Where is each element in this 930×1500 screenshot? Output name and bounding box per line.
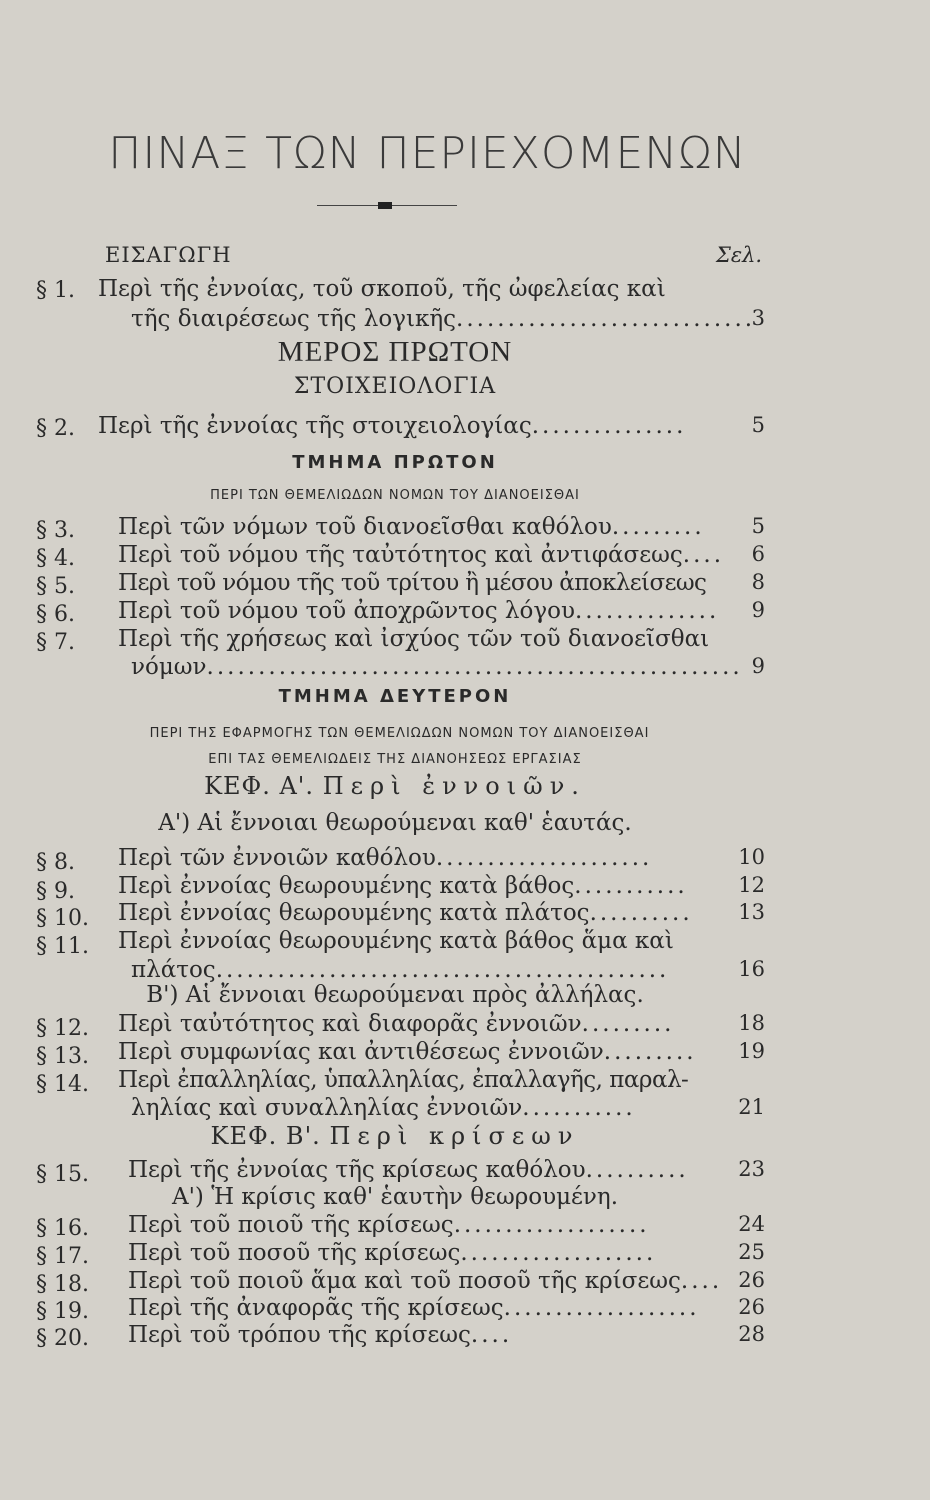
section-title: Περὶ τῶν νόμων τοῦ διανοεῖσθαι καθόλου.........	[118, 514, 705, 540]
subsection-heading: Β') Αἱ ἔννοιαι θεωρούμεναι πρὸς ἀλλήλας.	[146, 982, 644, 1008]
division-subheading: ΕΠΙ ΤΑΣ ΘΕΜΕΛΙΩΔΕΙΣ ΤΗΣ ΔΙΑΝΟΗΣΕΩΣ ΕΡΓΑΣΙΑΣ	[208, 752, 582, 767]
section-number: § 20.	[36, 1326, 89, 1351]
section-title: Περὶ ταὐτότητος καὶ διαφορᾶς ἐννοιῶν.........	[118, 1011, 675, 1037]
section-number: § 11.	[36, 934, 89, 959]
section-title: Περὶ τοῦ τρόπου τῆς κρίσεως....	[128, 1322, 513, 1348]
introduction-heading: ΕΙΣΑΓΩΓΗ	[105, 243, 232, 267]
section-title-continuation: τῆς διαιρέσεως τῆς λογικῆς.............................	[131, 306, 756, 332]
section-title: Περὶ ἐννοίας θεωρουμένης κατὰ βάθος...........	[118, 873, 688, 899]
section-title: Περὶ ἐπαλληλίας, ὑπαλληλίας, ἐπαλλαγῆς, παραλ-	[118, 1067, 689, 1093]
section-title: Περὶ τοῦ νόμου τῆς τοῦ τρίτου ἢ μέσου ἀποκλείσεως	[118, 570, 707, 596]
division-subheading: ΠΕΡΙ ΤΩΝ ΘΕΜΕΛΙΩΔΩΝ ΝΟΜΩΝ ΤΟΥ ΔΙΑΝΟΕΙΣΘΑΙ	[210, 488, 580, 503]
page-number: 21	[738, 1095, 765, 1119]
section-title: Περὶ τοῦ ποσοῦ τῆς κρίσεως...................	[128, 1240, 657, 1266]
section-number: § 10.	[36, 906, 89, 931]
section-number: § 7.	[36, 630, 75, 655]
page-number: 9	[751, 654, 765, 678]
section-number: § 13.	[36, 1044, 89, 1069]
section-title: Περὶ τῆς ἀναφορᾶς τῆς κρίσεως...................	[128, 1295, 700, 1321]
page-number: 18	[738, 1011, 765, 1035]
section-number: § 5.	[36, 574, 75, 599]
part-subheading: ΣΤΟΙΧΕΙΟΛΟΓΙΑ	[293, 374, 497, 399]
section-title-continuation: πλάτος............................................	[131, 957, 670, 983]
page-number: 10	[738, 845, 765, 869]
page-number: 8	[751, 570, 765, 594]
section-number: § 2.	[36, 416, 75, 441]
section-title: Περὶ τοῦ νόμου τοῦ ἀποχρῶντος λόγου..............	[118, 598, 720, 624]
section-title: Περὶ τοῦ νόμου τῆς ταὐτότητος καὶ ἀντιφάσεως....	[118, 542, 725, 568]
subsection-heading: Α') Αἱ ἔννοιαι θεωρούμεναι καθ' ἑαυτάς.	[158, 810, 632, 836]
page-number: 13	[738, 900, 765, 924]
section-title: Περὶ τῆς ἐννοίας τῆς στοιχειολογίας...............	[98, 413, 687, 439]
section-number: § 19.	[36, 1299, 89, 1324]
page-number: 19	[738, 1039, 765, 1063]
section-number: § 1.	[36, 278, 75, 303]
part-heading: ΜΕΡΟΣ ΠΡΩΤΟΝ	[277, 336, 513, 368]
page-number: 26	[738, 1295, 765, 1319]
page-number: 3	[751, 306, 765, 330]
section-title: Περὶ ἐννοίας θεωρουμένης κατὰ πλάτος..........	[118, 900, 693, 926]
section-title: Περὶ τῆς χρήσεως καὶ ἰσχύος τῶν τοῦ διανοεῖσθαι	[118, 626, 710, 652]
section-title: Περὶ συμφωνίας και ἀντιθέσεως ἐννοιῶν.........	[118, 1039, 697, 1065]
chapter-heading: ΚΕΦ. Β'. Περὶ κρίσεων	[210, 1122, 580, 1150]
page-title: ΠΙΝΑΞ ΤΩΝ ΠΕΡΙΕΧΟΜΕΝΩΝ	[108, 128, 747, 179]
section-title-continuation: νόμων....................................................	[131, 654, 743, 680]
title-rule-ornament	[378, 202, 392, 209]
section-number: § 12.	[36, 1016, 89, 1041]
section-title: Περὶ ἐννοίας θεωρουμένης κατὰ βάθος ἅμα καὶ	[118, 928, 674, 954]
section-number: § 9.	[36, 879, 75, 904]
page-number: 16	[738, 957, 765, 981]
section-number: § 18.	[36, 1272, 89, 1297]
division-heading: ΤΜΗΜΑ ΔΕΥΤΕΡΟΝ	[278, 686, 512, 707]
section-number: § 17.	[36, 1244, 89, 1269]
section-title: Περὶ τῆς ἐννοίας, τοῦ σκοποῦ, τῆς ὠφελείας καὶ	[98, 276, 666, 302]
page-number: 12	[738, 873, 765, 897]
section-number: § 6.	[36, 602, 75, 627]
section-title: Περὶ τῆς ἐννοίας τῆς κρίσεως καθόλου..........	[128, 1157, 689, 1183]
division-subheading: ΠΕΡΙ ΤΗΣ ΕΦΑΡΜΟΓΗΣ ΤΩΝ ΘΕΜΕΛΙΩΔΩΝ ΝΟΜΩΝ ΤΟΥ ΔΙΑΝΟΕΙΣΘΑΙ	[149, 726, 650, 741]
section-number: § 14.	[36, 1072, 89, 1097]
page-number: 23	[738, 1157, 765, 1181]
chapter-heading: ΚΕΦ. Α'. Περὶ ἐννοιῶν.	[204, 772, 586, 800]
page-number: 26	[738, 1268, 765, 1292]
section-number: § 8.	[36, 850, 75, 875]
page-column-heading: Σελ.	[716, 243, 763, 267]
page-number: 28	[738, 1322, 765, 1346]
page-number: 6	[751, 542, 765, 566]
page-number: 5	[751, 514, 765, 538]
section-number: § 16.	[36, 1216, 89, 1241]
section-title: Περὶ τῶν ἐννοιῶν καθόλου.....................	[118, 845, 653, 871]
section-number: § 3.	[36, 518, 75, 543]
section-title-continuation: ληλίας καὶ συναλληλίας ἐννοιῶν...........	[131, 1095, 636, 1121]
page-number: 24	[738, 1212, 765, 1236]
page-number: 9	[751, 598, 765, 622]
page-number: 25	[738, 1240, 765, 1264]
division-heading: ΤΜΗΜΑ ΠΡΩΤΟΝ	[292, 452, 498, 473]
section-number: § 15.	[36, 1162, 89, 1187]
section-title: Περὶ τοῦ ποιοῦ ἅμα καὶ τοῦ ποσοῦ τῆς κρίσεως....	[128, 1268, 723, 1294]
subsection-heading: Α') Ἡ κρίσις καθ' ἑαυτὴν θεωρουμένη.	[171, 1184, 619, 1210]
section-title: Περὶ τοῦ ποιοῦ τῆς κρίσεως...................	[128, 1212, 650, 1238]
page-number: 5	[751, 413, 765, 437]
section-number: § 4.	[36, 546, 75, 571]
